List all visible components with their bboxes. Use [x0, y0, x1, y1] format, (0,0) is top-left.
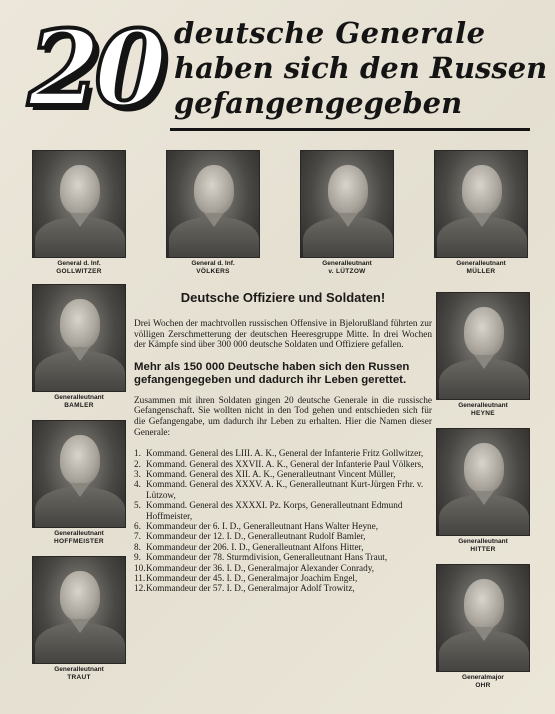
list-item: 4. Kommand. General des XXXV. A. K., Generalleutnant Kurt-Jürgen Frhr. v. Lützow, [134, 479, 424, 500]
portrait-name: BAMLER [64, 402, 94, 409]
list-item: 11. Kommandeur der 45. I. D., Generalmajor Joachim Engel, [134, 573, 358, 584]
headline-underline [170, 128, 530, 131]
headline-number: 20 [28, 7, 161, 130]
portrait-bamler [32, 284, 126, 410]
portrait-hoffmeister [32, 420, 126, 546]
headline [174, 16, 548, 121]
portrait-rank: Generalleutnant [54, 530, 104, 537]
portrait-name: HITTER [470, 546, 496, 553]
list-item: 8. Kommandeur der 206. I. D., Generalleutnant Alfons Hitter, [134, 541, 364, 552]
portrait-name: v. LÜTZOW [328, 268, 366, 275]
list-item: 12. Kommandeur der 57. I. D., Generalmajor Adolf Trowitz, [134, 583, 355, 594]
portrait-rank: Generalleutnant [458, 538, 508, 545]
list-item: 6. Kommandeur der 6. I. D., Generalleutnant Hans Walter Heyne, [134, 521, 379, 531]
portrait-hitter [436, 428, 530, 554]
list-item: 9. Kommandeur der 78. Sturmdivision, Generalleutnant Hans Traut, [134, 552, 388, 563]
portrait-name: TRAUT [67, 674, 91, 681]
headline-line-3: gefangengegeben [174, 86, 463, 120]
portrait-photo [32, 556, 126, 664]
portrait-photo [434, 150, 528, 258]
article-body: Zusammen mit ihren Soldaten gingen 20 deutsche Generale in die russische Gefangenschaft. Sie wollten nicht in den Tod gehen und entschieden sich für die Gefangengabe, um dadurch ihr Leben zu erhalten. Hier die Namen dieser Generale: [134, 395, 432, 438]
portrait-name: GOLLWITZER [56, 268, 102, 275]
portrait-name: OHR [475, 682, 491, 689]
portrait-gollwitzer [32, 150, 126, 276]
list-item: 7. Kommandeur der 12. I. D., Generalleutnant Rudolf Bamler, [134, 531, 366, 542]
list-item: 1. Kommand. General des LIII. A. K., General der Infanterie Fritz Gollwitzer, [134, 448, 424, 459]
portrait-luetzow [300, 150, 394, 276]
portrait-rank: General d. Inf. [57, 260, 101, 267]
portrait-photo [32, 150, 126, 258]
portrait-mueller [434, 150, 528, 276]
list-item: 5. Kommand. General des XXXXI. Pz. Korps, Generalleutnant Edmund Hoffmeister, [134, 500, 403, 521]
portrait-rank: Generalleutnant [322, 260, 372, 267]
portrait-rank: Generalleutnant [54, 666, 104, 673]
portrait-ohr [436, 564, 530, 690]
portrait-rank: Generalleutnant [54, 394, 104, 401]
list-item: 2. Kommand. General des XXVII. A. K., General der Infanterie Paul Völkers, [134, 458, 424, 469]
generals-list [134, 448, 432, 594]
article-intro: Drei Wochen der machtvollen russischen Offensive in Bjelorußland führten zur völligen Zerschmetterung der deutschen Heeresgruppe Mitte. In drei Wochen der Kämpfe sind über 300 000 deutsche Soldaten und Offiziere gefallen. [134, 319, 432, 351]
portrait-traut [32, 556, 126, 682]
portrait-rank: General d. Inf. [191, 260, 235, 267]
headline-line-2: haben sich den Russen [174, 51, 548, 85]
portrait-heyne [436, 292, 530, 418]
portrait-voelkers [166, 150, 260, 276]
portrait-name: HEYNE [471, 410, 495, 417]
portrait-photo [436, 564, 530, 672]
article [134, 290, 432, 594]
portrait-photo [436, 428, 530, 536]
portrait-rank: Generalleutnant [458, 402, 508, 409]
portrait-photo [300, 150, 394, 258]
article-title: Deutsche Offiziere und Soldaten! [180, 290, 386, 305]
headline-line-1: deutsche Generale [174, 16, 486, 50]
portrait-name: MÜLLER [466, 268, 496, 275]
portrait-name: HOFFMEISTER [54, 538, 104, 545]
article-highlight: Mehr als 150 000 Deutsche haben sich den Russen gefangengegeben und dadurch ihr Leben gerettet. [134, 360, 410, 386]
list-item: 3. Kommand. General des XII. A. K., Generalleutnant Vincent Müller, [134, 468, 396, 479]
list-item: 10. Kommandeur der 36. I. D., Generalmajor Alexander Conrady, [134, 562, 374, 573]
portrait-rank: Generalmajor [462, 674, 504, 681]
portrait-photo [436, 292, 530, 400]
portrait-rank: Generalleutnant [456, 260, 506, 267]
portrait-name: VÖLKERS [196, 268, 230, 275]
portrait-photo [166, 150, 260, 258]
portrait-photo [32, 284, 126, 392]
portrait-photo [32, 420, 126, 528]
